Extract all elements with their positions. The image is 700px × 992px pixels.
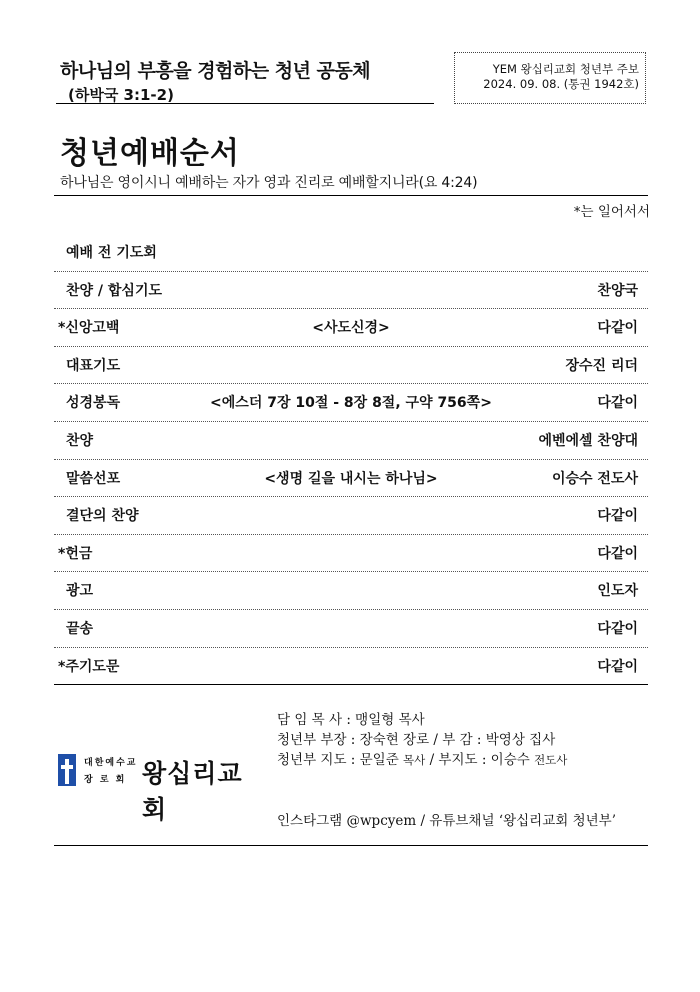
publication-box [454, 52, 646, 104]
footer-divider [54, 845, 648, 846]
order-item-leader: 다같이 [597, 658, 638, 675]
order-item-leader: 다같이 [597, 395, 638, 412]
order-item-leader: 이승수 전도사 [551, 470, 638, 487]
order-top-divider [54, 195, 648, 196]
staff-youth-leaders [277, 750, 567, 770]
order-item-leader: 장수진 리더 [565, 357, 638, 374]
scripture-verse: 하나님은 영이시니 예배하는 자가 영과 진리로 예배할지니라(요 4:24) [60, 175, 478, 191]
order-row-response-song [54, 497, 648, 535]
order-row-sermon [54, 460, 648, 498]
staff-leader-title: 목사 [403, 753, 426, 767]
staff-list [277, 710, 567, 770]
order-item-leader: 다같이 [597, 508, 638, 525]
order-item-leader: 다같이 [597, 320, 638, 337]
order-item-name: *헌금 [58, 545, 93, 562]
cross-icon [58, 754, 76, 786]
staff-assistant-name: / 부지도 : 이승수 [429, 752, 530, 768]
order-item-leader: 인도자 [597, 583, 638, 600]
header-subtitle: (하박국 3:1-2) [68, 86, 174, 104]
order-row-announcements [54, 572, 648, 610]
order-row-creed [54, 309, 648, 347]
staff-senior-pastor: 담 임 목 사 : 맹일형 목사 [277, 712, 425, 728]
header-divider [56, 103, 434, 104]
publication-name: YEM 왕십리교회 청년부 주보 [492, 62, 639, 76]
order-item-detail: <사도신경> [312, 320, 390, 337]
order-item-leader: 다같이 [597, 620, 638, 637]
order-row-representative-prayer [54, 347, 648, 385]
order-row-prayer-meeting [54, 234, 648, 272]
social-links: 인스타그램 @wpcyem / 유튜브채널 ‘왕십리교회 청년부’ [277, 813, 616, 829]
order-item-name: 찬양 / 합심기도 [66, 282, 163, 299]
order-item-name: 대표기도 [66, 357, 121, 374]
order-item-detail: <생명 길을 내시는 하나님> [264, 470, 438, 487]
order-row-closing-song [54, 610, 648, 648]
order-item-leader: 찬양국 [597, 282, 638, 299]
order-row-praise [54, 272, 648, 310]
page-title: 청년예배순서 [60, 136, 240, 171]
order-row-choir [54, 422, 648, 460]
order-row-offering [54, 535, 648, 573]
order-item-name: 광고 [66, 583, 94, 600]
order-item-name: *신앙고백 [58, 320, 120, 337]
order-item-leader: 에벤에셀 찬양대 [538, 432, 638, 449]
staff-youth-heads: 청년부 부장 : 장숙현 장로 / 부 감 : 박영상 집사 [277, 732, 556, 748]
order-item-name: *주기도문 [58, 658, 120, 675]
order-item-name: 말씀선포 [66, 470, 121, 487]
order-item-name: 결단의 찬양 [66, 508, 139, 525]
logo-church-name: 왕십리교회 [142, 759, 243, 824]
order-item-leader: 다같이 [597, 545, 638, 562]
order-item-name: 찬양 [66, 432, 94, 449]
staff-leader-name: 청년부 지도 : 문일준 [277, 752, 399, 768]
order-item-name: 끝송 [66, 620, 94, 637]
order-item-name: 예배 전 기도회 [66, 245, 157, 261]
header-title: 하나님의 부흥을 경험하는 청년 공동체 [60, 60, 371, 82]
staff-assistant-title: 전도사 [534, 753, 568, 767]
church-logo [58, 752, 258, 824]
publication-date: 2024. 09. 08. (통권 1942호) [483, 77, 639, 91]
order-row-scripture-reading [54, 384, 648, 422]
logo-denomination: 대한예수교 [84, 758, 138, 768]
order-row-lords-prayer [54, 648, 648, 686]
logo-denomination-sub: 장 로 회 [84, 775, 127, 785]
stand-note: *는 일어서서 [573, 204, 650, 220]
order-of-worship [54, 234, 648, 685]
order-item-detail: <에스더 7장 10절 - 8장 8절, 구약 756쪽> [210, 395, 492, 412]
order-item-name: 성경봉독 [66, 395, 121, 412]
